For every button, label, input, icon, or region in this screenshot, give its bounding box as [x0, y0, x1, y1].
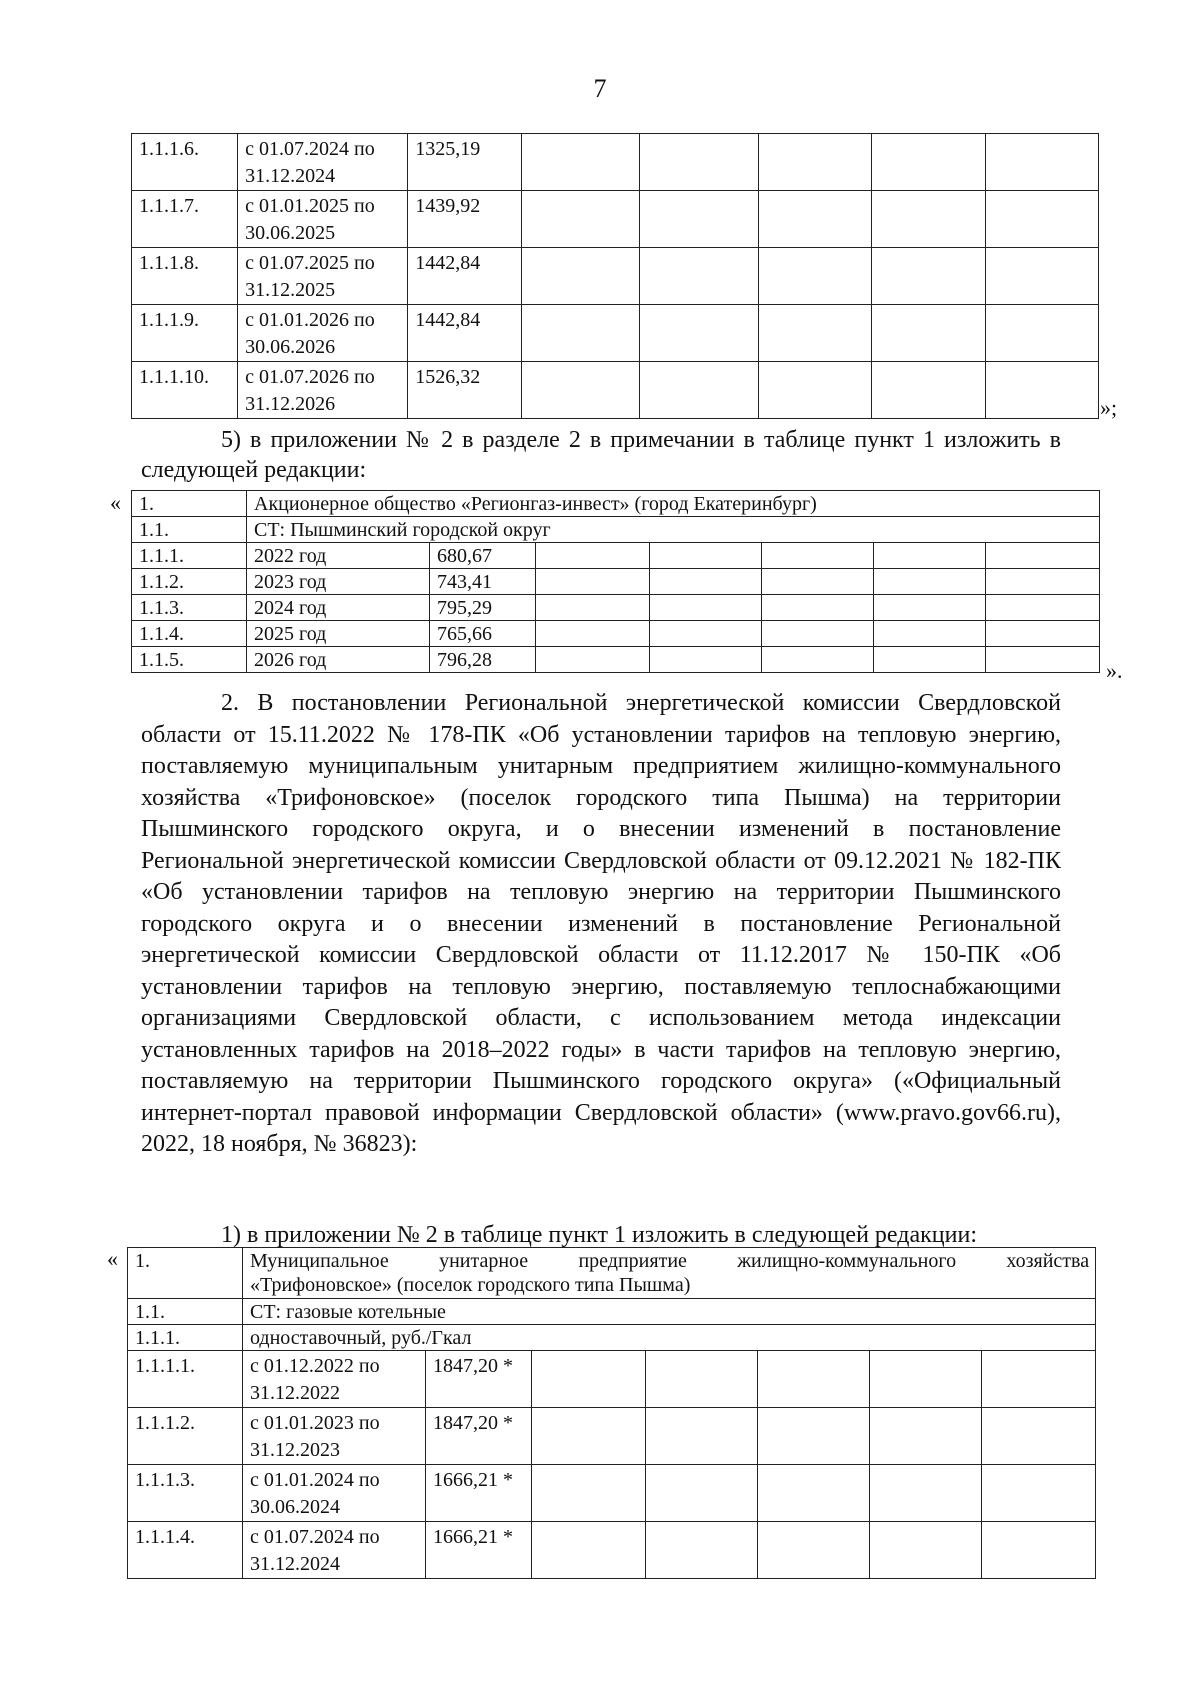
empty-cell: [521, 134, 640, 191]
empty-cell: [870, 1351, 982, 1408]
table3-org-name-line2: «Трифоновское» (поселок городского типа Пышма): [250, 1274, 691, 1296]
empty-cell: [640, 134, 759, 191]
table-row: [132, 621, 1100, 647]
paragraph-1: 1) в приложении № 2 в таблице пункт 1 изложить в следующей редакции:: [221, 1222, 977, 1248]
period-cell: [243, 1408, 426, 1465]
empty-cell: [870, 1522, 982, 1579]
table-row: [132, 595, 1100, 621]
table-row: [132, 569, 1100, 595]
row-code: 1.1.1.6.: [132, 134, 238, 191]
empty-cell: [536, 595, 650, 621]
row-code: 1.1.1.1.: [128, 1351, 243, 1408]
empty-cell: [874, 595, 986, 621]
empty-cell: [872, 362, 985, 419]
period-cell: [238, 362, 408, 419]
empty-cell: [758, 362, 871, 419]
empty-cell: [762, 621, 874, 647]
empty-cell: [872, 305, 985, 362]
table3-org-name-line1: Муниципальное унитарное предприятие жилищно-коммунального хозяйства: [250, 1250, 1090, 1272]
tariff-value: 795,29: [430, 595, 536, 621]
empty-cell: [646, 1465, 758, 1522]
table3-org-row: [128, 1248, 1096, 1299]
regiongaz-table: [131, 490, 1100, 673]
empty-cell: [640, 191, 759, 248]
empty-cell: [762, 647, 874, 673]
year-cell: 2025 год: [247, 621, 430, 647]
empty-cell: [986, 647, 1100, 673]
empty-cell: [758, 1522, 870, 1579]
row-code: 1.1.1.4.: [128, 1522, 243, 1579]
period-end: 31.12.2024: [250, 1553, 340, 1575]
period-start: с 01.01.2023 по: [250, 1412, 380, 1434]
table-row: [128, 1465, 1096, 1522]
empty-cell: [874, 621, 986, 647]
period-end: 31.12.2022: [250, 1382, 340, 1404]
table3-org-name: [243, 1248, 1096, 1299]
period-end: 31.12.2023: [250, 1439, 340, 1461]
empty-cell: [872, 248, 985, 305]
row-code: 1.1.1.9.: [132, 305, 238, 362]
empty-cell: [985, 191, 1098, 248]
empty-cell: [521, 362, 640, 419]
year-cell: 2022 год: [247, 543, 430, 569]
table-row: [128, 1351, 1096, 1408]
period-end: 30.06.2025: [245, 222, 336, 244]
empty-cell: [646, 1522, 758, 1579]
year-cell: 2026 год: [247, 647, 430, 673]
empty-cell: [650, 595, 762, 621]
empty-cell: [986, 621, 1100, 647]
table-row: [128, 1522, 1096, 1579]
tariff-value: 765,66: [430, 621, 536, 647]
row-code: 1.1.1.10.: [132, 362, 238, 419]
tariff-value: 796,28: [430, 647, 536, 673]
empty-cell: [762, 595, 874, 621]
period-start: с 01.12.2022 по: [250, 1355, 380, 1377]
period-start: с 01.01.2026 по: [245, 309, 375, 331]
tariff-value: 1666,21 *: [426, 1522, 532, 1579]
period-start: с 01.07.2025 по: [245, 252, 375, 274]
period-cell: [238, 134, 408, 191]
tariff-value: 1666,21 *: [426, 1465, 532, 1522]
period-end: 31.12.2024: [245, 165, 336, 187]
tariff-value: 1439,92: [408, 191, 521, 248]
table-row: [132, 191, 1099, 248]
period-cell: [243, 1351, 426, 1408]
table-row: [132, 134, 1099, 191]
empty-cell: [646, 1408, 758, 1465]
tariff-value: 1442,84: [408, 305, 521, 362]
empty-cell: [521, 305, 640, 362]
period-end: 31.12.2025: [245, 279, 336, 301]
table-row: [132, 362, 1099, 419]
empty-cell: [874, 647, 986, 673]
empty-cell: [650, 621, 762, 647]
empty-cell: [650, 647, 762, 673]
period-start: с 01.07.2026 по: [245, 366, 375, 388]
table2-org-name: Акционерное общество «Регионгаз-инвест» (город Екатеринбург): [247, 491, 1100, 517]
period-start: с 01.07.2024 по: [245, 138, 375, 160]
empty-cell: [874, 569, 986, 595]
table3-rate-name: одноставочный, руб./Гкал: [243, 1325, 1096, 1351]
empty-cell: [536, 569, 650, 595]
table3-st-name: СТ: газовые котельные: [243, 1299, 1096, 1325]
empty-cell: [536, 647, 650, 673]
empty-cell: [982, 1351, 1096, 1408]
table2-open-mark: «: [110, 490, 121, 515]
empty-cell: [762, 569, 874, 595]
table3-rate-code: 1.1.1.: [128, 1325, 243, 1351]
empty-cell: [986, 543, 1100, 569]
year-cell: 2024 год: [247, 595, 430, 621]
row-code: 1.1.1.7.: [132, 191, 238, 248]
table2-st-code: 1.1.: [132, 517, 247, 543]
period-cell: [238, 248, 408, 305]
empty-cell: [758, 134, 871, 191]
row-code: 1.1.5.: [132, 647, 247, 673]
table3-org-code: 1.: [128, 1248, 243, 1299]
period-start: с 01.01.2024 по: [250, 1469, 380, 1491]
empty-cell: [532, 1408, 646, 1465]
year-cell: 2023 год: [247, 569, 430, 595]
period-end: 30.06.2026: [245, 336, 336, 358]
table3-rate-row: [128, 1325, 1096, 1351]
empty-cell: [982, 1465, 1096, 1522]
paragraph-5: 5) в приложении № 2 в разделе 2 в примечании в таблице пункт 1 изложить в следующей редакции:: [141, 427, 1061, 483]
empty-cell: [982, 1408, 1096, 1465]
period-cell: [238, 305, 408, 362]
empty-cell: [985, 134, 1098, 191]
empty-cell: [758, 1465, 870, 1522]
table-row: [128, 1408, 1096, 1465]
empty-cell: [870, 1408, 982, 1465]
empty-cell: [758, 1351, 870, 1408]
empty-cell: [985, 305, 1098, 362]
empty-cell: [532, 1351, 646, 1408]
tariff-value: 1847,20 *: [426, 1351, 532, 1408]
tariff-value: 1325,19: [408, 134, 521, 191]
table3-open-mark: «: [107, 1246, 118, 1271]
empty-cell: [650, 543, 762, 569]
empty-cell: [758, 305, 871, 362]
empty-cell: [986, 569, 1100, 595]
tariff-value: 680,67: [430, 543, 536, 569]
table-row: [132, 248, 1099, 305]
table2-org-row: [132, 491, 1100, 517]
empty-cell: [985, 248, 1098, 305]
table2-st-row: [132, 517, 1100, 543]
empty-cell: [640, 248, 759, 305]
empty-cell: [532, 1522, 646, 1579]
empty-cell: [640, 362, 759, 419]
period-end: 31.12.2026: [245, 393, 336, 415]
period-start: с 01.01.2025 по: [245, 195, 375, 217]
page-number: 7: [593, 74, 607, 103]
row-code: 1.1.1.3.: [128, 1465, 243, 1522]
table2-closing-mark: ».: [1106, 658, 1123, 683]
table2-org-code: 1.: [132, 491, 247, 517]
tariff-value: 1526,32: [408, 362, 521, 419]
empty-cell: [872, 191, 985, 248]
empty-cell: [870, 1465, 982, 1522]
empty-cell: [650, 569, 762, 595]
tariff-table-continued: [131, 133, 1099, 419]
empty-cell: [536, 621, 650, 647]
row-code: 1.1.3.: [132, 595, 247, 621]
empty-cell: [874, 543, 986, 569]
table-row: [132, 305, 1099, 362]
row-code: 1.1.1.2.: [128, 1408, 243, 1465]
empty-cell: [646, 1351, 758, 1408]
row-code: 1.1.4.: [132, 621, 247, 647]
table-row: [132, 543, 1100, 569]
tariff-value: 743,41: [430, 569, 536, 595]
empty-cell: [521, 248, 640, 305]
empty-cell: [640, 305, 759, 362]
empty-cell: [986, 595, 1100, 621]
period-start: с 01.07.2024 по: [250, 1526, 380, 1548]
period-end: 30.06.2024: [250, 1496, 340, 1518]
row-code: 1.1.1.: [132, 543, 247, 569]
empty-cell: [982, 1522, 1096, 1579]
period-cell: [243, 1522, 426, 1579]
empty-cell: [758, 248, 871, 305]
period-cell: [238, 191, 408, 248]
row-code: 1.1.2.: [132, 569, 247, 595]
empty-cell: [532, 1465, 646, 1522]
trifonovskoe-table: [127, 1247, 1096, 1579]
empty-cell: [762, 543, 874, 569]
tariff-value: 1442,84: [408, 248, 521, 305]
tariff-value: 1847,20 *: [426, 1408, 532, 1465]
table3-st-code: 1.1.: [128, 1299, 243, 1325]
table-row: [132, 647, 1100, 673]
paragraph-2: 2. В постановлении Региональной энергетической комиссии Свердловской области от 15.11.2022 № 178-ПК «Об установлении тарифов на тепловую энергию, поставляемую муниципальным унитарным предприятием жилищно-коммунального хозяйства «Трифоновское» (поселок городского типа Пышма) на территории Пышминского городского округа, и о внесении изменений в постановление Региональной энергетической комиссии Свердловской области от 09.12.2021 № 182-ПК «Об установлении тарифов на тепловую энергию на территории Пышминского городского округа и о внесении изменений в постановление Региональной энергетической комиссии Свердловской области от 11.12.2017 № 150-ПК «Об установлении тарифов на тепловую энергию, поставляемую теплоснабжающими организациями Свердловской области, с использованием метода индексации установленных тарифов на 2018–2022 годы» в части тарифов на тепловую энергию, поставляемую на территории Пышминского городского округа» («Официальный интернет-портал правовой информации Свердловской области» (www.pravo.gov66.ru), 2022, 18 ноября, № 36823):: [141, 690, 1061, 1157]
table1-closing-mark: »;: [1100, 395, 1118, 420]
empty-cell: [758, 191, 871, 248]
period-cell: [243, 1465, 426, 1522]
table3-st-row: [128, 1299, 1096, 1325]
empty-cell: [758, 1408, 870, 1465]
row-code: 1.1.1.8.: [132, 248, 238, 305]
empty-cell: [985, 362, 1098, 419]
empty-cell: [521, 191, 640, 248]
empty-cell: [536, 543, 650, 569]
empty-cell: [872, 134, 985, 191]
table2-st-name: СТ: Пышминский городской округ: [247, 517, 1100, 543]
